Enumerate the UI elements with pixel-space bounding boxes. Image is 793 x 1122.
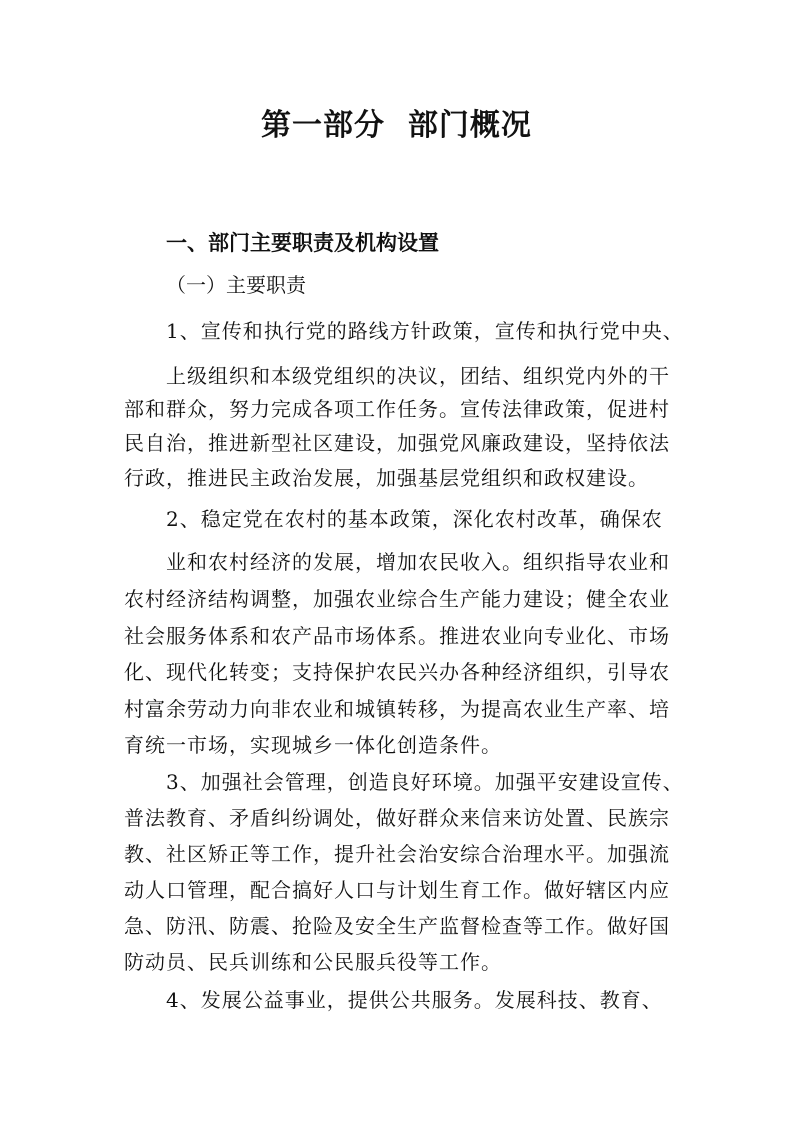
- paragraph-2-line-2: 业和农村经济的发展，增加农民收入。组织指导农业和: [166, 550, 670, 574]
- paragraph-2-line-5: 化、现代化转变；支持保护农民兴办各种经济组织，引导农: [124, 660, 670, 684]
- page-title: 第一部分 部门概况: [261, 108, 532, 143]
- paragraph-3-line-3: 教、社区矫正等工作，提升社会治安综合治理水平。加强流: [124, 842, 670, 866]
- paragraph-3-line-2: 普法教育、矛盾纠纷调处，做好群众来信来访处置、民族宗: [124, 806, 670, 830]
- paragraph-2-line-6: 村富余劳动力向非农业和城镇转移，为提高农业生产率、培: [124, 697, 670, 721]
- paragraph-2-line-3: 农村经济结构调整，加强农业综合生产能力建设；健全农业: [124, 587, 670, 611]
- paragraph-2-line-7: 育统一市场，实现城乡一体化创造条件。: [124, 733, 502, 757]
- paragraph-1-line-4: 民自治，推进新型社区建设，加强党风廉政建设，坚持依法: [124, 431, 670, 455]
- paragraph-3-line-4: 动人口管理，配合搞好人口与计划生育工作。做好辖区内应: [124, 878, 670, 902]
- paragraph-1-line-1: 1、宣传和执行党的路线方针政策，宣传和执行党中央、: [166, 319, 684, 343]
- paragraph-2-line-1: 2、稳定党在农村的基本政策，深化农村改革，确保农: [166, 507, 663, 531]
- paragraph-1-line-5: 行政，推进民主政治发展，加强基层党组织和政权建设。: [124, 466, 649, 490]
- subsection-heading: （一）主要职责: [166, 273, 306, 297]
- paragraph-2-line-4: 社会服务体系和农产品市场体系。推进农业向专业化、市场: [124, 624, 670, 648]
- paragraph-1-line-3: 部和群众，努力完成各项工作任务。宣传法律政策，促进村: [124, 397, 670, 421]
- paragraph-4-line-1: 4、发展公益事业，提供公共服务。发展科技、教育、: [166, 988, 663, 1012]
- section-heading: 一、部门主要职责及机构设置: [166, 231, 439, 255]
- paragraph-3-line-6: 防动员、民兵训练和公民服兵役等工作。: [124, 950, 502, 974]
- paragraph-1-line-2: 上级组织和本级党组织的决议，团结、组织党内外的干: [166, 364, 670, 388]
- paragraph-3-line-5: 急、防汛、防震、抢险及安全生产监督检查等工作。做好国: [124, 914, 670, 938]
- paragraph-3-line-1: 3、加强社会管理，创造良好环境。加强平安建设宣传、: [166, 770, 684, 794]
